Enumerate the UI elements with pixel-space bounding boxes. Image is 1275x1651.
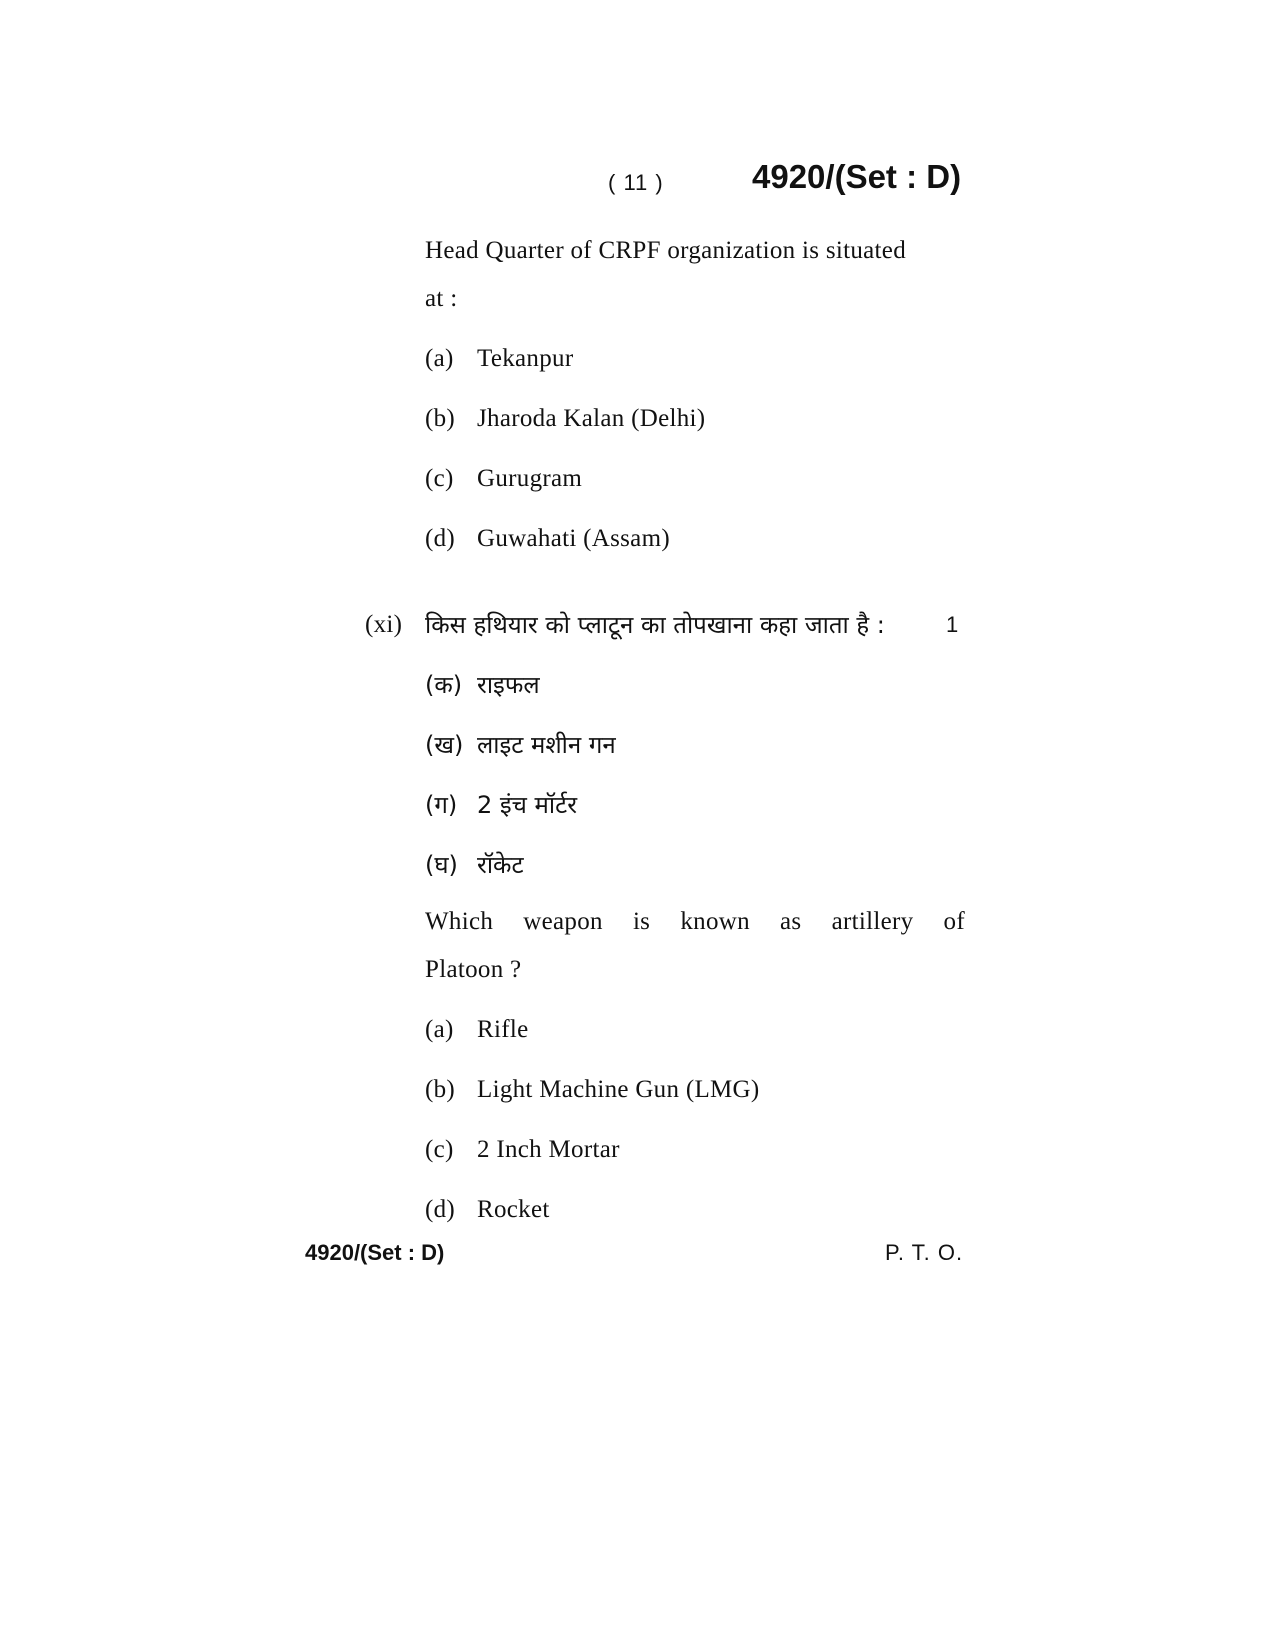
- q11-option-b-text: Light Machine Gun (LMG): [477, 1076, 760, 1103]
- stem-word: of: [943, 908, 965, 935]
- q11-english-stem-line1: [425, 908, 965, 936]
- pto-text: P. T. O.: [885, 1240, 964, 1265]
- q11-marks: 1: [946, 612, 959, 637]
- q10-option-d-label: (d): [425, 525, 456, 552]
- q10-option-b-text: Jharoda Kalan (Delhi): [477, 405, 706, 432]
- q11-hindi-option-kha-text: लाइट मशीन गन: [477, 731, 616, 759]
- q11-option-d-text: Rocket: [477, 1196, 550, 1223]
- stem-word: Which: [425, 908, 494, 935]
- q10-option-c-text: Gurugram: [477, 465, 583, 492]
- paper-code-header: 4920/(Set : D): [752, 158, 962, 195]
- stem-word: known: [680, 908, 750, 935]
- q11-hindi-option-ka-text: राइफल: [477, 671, 540, 699]
- q11-option-d-label: (d): [425, 1196, 456, 1223]
- q10-option-a-text: Tekanpur: [477, 345, 574, 372]
- q11-option-a-text: Rifle: [477, 1016, 529, 1043]
- q10-option-a-label: (a): [425, 345, 454, 372]
- q11-hindi-option-gha-text: रॉकेट: [477, 851, 524, 879]
- q11-number: (xi): [365, 611, 403, 638]
- page-number: ( 11 ): [608, 170, 664, 195]
- q10-stem-line1: Head Quarter of CRPF organization is situated: [425, 237, 907, 264]
- q10-option-d-text: Guwahati (Assam): [477, 525, 670, 552]
- q11-hindi-stem: किस हथियार को प्लाटून का तोपखाना कहा जाता है :: [425, 611, 885, 639]
- q11-hindi-option-gha-label: (घ): [425, 851, 458, 879]
- paper-code-footer: 4920/(Set : D): [305, 1240, 445, 1265]
- q11-hindi-option-kha-label: (ख): [425, 731, 464, 759]
- stem-word: artillery: [831, 908, 914, 935]
- q10-option-c-label: (c): [425, 465, 454, 492]
- stem-word: as: [780, 908, 802, 935]
- q10-stem-line2: at :: [425, 285, 458, 312]
- q11-option-c-label: (c): [425, 1136, 454, 1163]
- q11-option-b-label: (b): [425, 1076, 456, 1103]
- q11-hindi-option-ga-text: 2 इंच मॉर्टर: [477, 791, 578, 819]
- q11-english-stem-line2: Platoon ?: [425, 956, 522, 983]
- q10-option-b-label: (b): [425, 405, 456, 432]
- q11-option-c-text: 2 Inch Mortar: [477, 1136, 620, 1163]
- stem-word: weapon: [523, 908, 603, 935]
- stem-word: is: [632, 908, 651, 935]
- q11-hindi-option-ga-label: (ग): [425, 791, 458, 819]
- q11-option-a-label: (a): [425, 1016, 454, 1043]
- q11-hindi-option-ka-label: (क): [425, 671, 463, 699]
